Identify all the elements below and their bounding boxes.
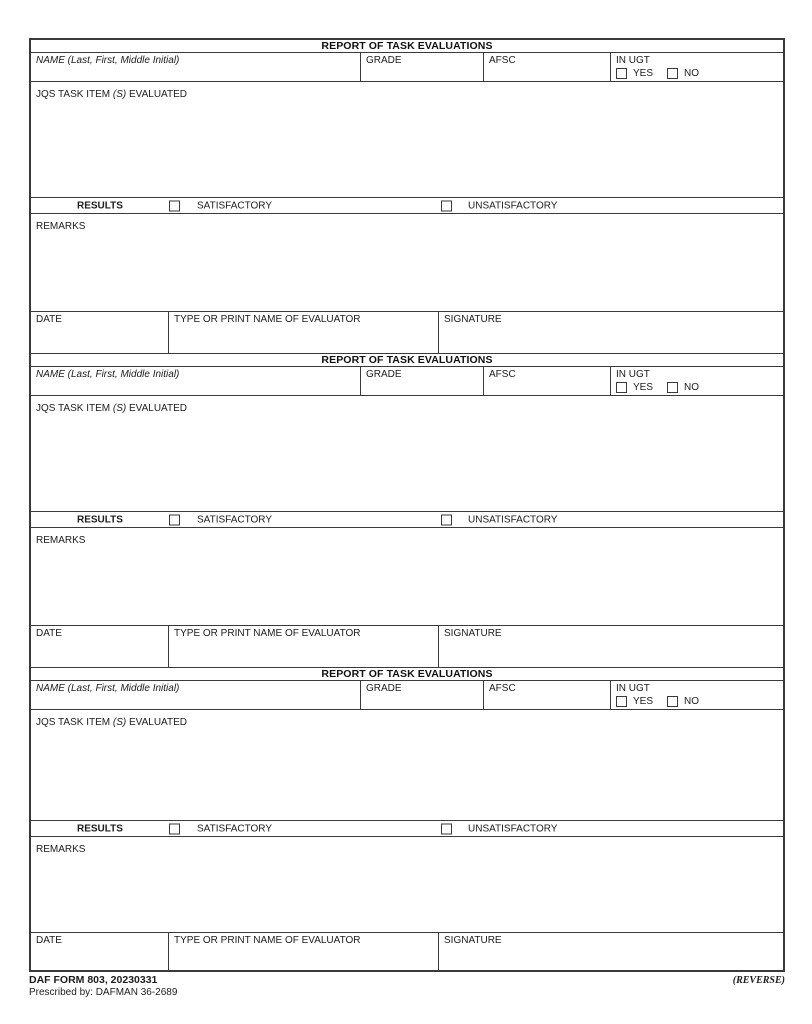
name-label: NAME (Last, First, Middle Initial) — [36, 369, 180, 380]
grade-field[interactable] — [361, 681, 484, 709]
date-label: DATE — [36, 314, 62, 325]
in-ugt-options — [616, 382, 778, 393]
name-field[interactable] — [31, 53, 361, 81]
in-ugt-no-checkbox[interactable] — [667, 696, 678, 707]
remarks-field[interactable] — [31, 528, 783, 626]
signature-field[interactable] — [439, 626, 783, 667]
name-field[interactable] — [31, 367, 361, 395]
signature-label: SIGNATURE — [444, 628, 502, 639]
afsc-label: AFSC — [489, 55, 516, 66]
section-title: REPORT OF TASK EVALUATIONS — [31, 668, 783, 681]
name-label: NAME (Last, First, Middle Initial) — [36, 55, 180, 66]
grade-label: GRADE — [366, 55, 402, 66]
in-ugt-yes-label: YES — [633, 696, 654, 707]
unsatisfactory-checkbox[interactable] — [441, 200, 452, 211]
in-ugt-no-label: NO — [684, 68, 700, 79]
signature-row — [31, 626, 783, 668]
remarks-field[interactable] — [31, 837, 783, 933]
jqs-task-items-label: JQS TASK ITEM (S) EVALUATED — [36, 717, 187, 728]
form-number: DAF FORM 803, 20230331 — [29, 974, 158, 986]
grade-field[interactable] — [361, 367, 484, 395]
evaluation-section — [31, 354, 783, 668]
date-label: DATE — [36, 628, 62, 639]
name-grade-row — [31, 681, 783, 710]
signature-row — [31, 933, 783, 970]
evaluator-name-field[interactable] — [169, 312, 439, 353]
in-ugt-field — [611, 53, 783, 81]
remarks-label: REMARKS — [36, 535, 86, 546]
date-label: DATE — [36, 935, 62, 946]
form-footer — [29, 974, 785, 999]
satisfactory-checkbox[interactable] — [169, 514, 180, 525]
jqs-task-items-field[interactable] — [31, 710, 783, 821]
afsc-field[interactable] — [484, 367, 611, 395]
unsatisfactory-label: UNSATISFACTORY — [468, 514, 558, 525]
satisfactory-label: SATISFACTORY — [197, 200, 273, 211]
name-label: NAME (Last, First, Middle Initial) — [36, 683, 180, 694]
evaluator-name-field[interactable] — [169, 933, 439, 970]
in-ugt-label: IN UGT — [616, 55, 650, 66]
in-ugt-yes-label: YES — [633, 68, 654, 79]
section-title: REPORT OF TASK EVALUATIONS — [31, 40, 783, 53]
evaluation-section — [31, 668, 783, 970]
in-ugt-options — [616, 696, 778, 707]
results-row — [31, 198, 783, 214]
in-ugt-field — [611, 367, 783, 395]
jqs-task-items-field[interactable] — [31, 396, 783, 512]
unsatisfactory-label: UNSATISFACTORY — [468, 200, 558, 211]
jqs-task-items-field[interactable] — [31, 82, 783, 198]
signature-field[interactable] — [439, 933, 783, 970]
date-field[interactable] — [31, 312, 169, 353]
afsc-label: AFSC — [489, 683, 516, 694]
signature-label: SIGNATURE — [444, 935, 502, 946]
name-field[interactable] — [31, 681, 361, 709]
signature-row — [31, 312, 783, 354]
signature-field[interactable] — [439, 312, 783, 353]
in-ugt-no-checkbox[interactable] — [667, 68, 678, 79]
afsc-field[interactable] — [484, 681, 611, 709]
jqs-task-items-label: JQS TASK ITEM (S) EVALUATED — [36, 89, 187, 100]
name-grade-row — [31, 53, 783, 82]
in-ugt-yes-checkbox[interactable] — [616, 696, 627, 707]
satisfactory-checkbox[interactable] — [169, 200, 180, 211]
date-field[interactable] — [31, 626, 169, 667]
evaluator-name-field[interactable] — [169, 626, 439, 667]
evaluator-name-label: TYPE OR PRINT NAME OF EVALUATOR — [174, 935, 361, 946]
in-ugt-options — [616, 68, 778, 79]
in-ugt-yes-label: YES — [633, 382, 654, 393]
footer-left — [29, 974, 177, 999]
evaluator-name-label: TYPE OR PRINT NAME OF EVALUATOR — [174, 314, 361, 325]
in-ugt-label: IN UGT — [616, 683, 650, 694]
jqs-task-items-label: JQS TASK ITEM (S) EVALUATED — [36, 403, 187, 414]
prescribed-by: Prescribed by: DAFMAN 36-2689 — [29, 987, 178, 998]
satisfactory-label: SATISFACTORY — [197, 823, 273, 834]
unsatisfactory-checkbox[interactable] — [441, 823, 452, 834]
afsc-field[interactable] — [484, 53, 611, 81]
remarks-label: REMARKS — [36, 844, 86, 855]
evaluator-name-label: TYPE OR PRINT NAME OF EVALUATOR — [174, 628, 361, 639]
results-label: RESULTS — [77, 823, 123, 834]
results-label: RESULTS — [77, 200, 123, 211]
task-evaluations-form — [29, 38, 785, 972]
unsatisfactory-checkbox[interactable] — [441, 514, 452, 525]
remarks-field[interactable] — [31, 214, 783, 312]
in-ugt-yes-checkbox[interactable] — [616, 382, 627, 393]
results-row — [31, 821, 783, 837]
reverse-note: (REVERSE) — [732, 975, 785, 986]
in-ugt-no-label: NO — [684, 382, 700, 393]
in-ugt-no-checkbox[interactable] — [667, 382, 678, 393]
date-field[interactable] — [31, 933, 169, 970]
afsc-label: AFSC — [489, 369, 516, 380]
satisfactory-checkbox[interactable] — [169, 823, 180, 834]
evaluation-section — [31, 40, 783, 354]
grade-field[interactable] — [361, 53, 484, 81]
results-label: RESULTS — [77, 514, 123, 525]
results-row — [31, 512, 783, 528]
in-ugt-label: IN UGT — [616, 369, 650, 380]
name-grade-row — [31, 367, 783, 396]
in-ugt-no-label: NO — [684, 696, 700, 707]
unsatisfactory-label: UNSATISFACTORY — [468, 823, 558, 834]
satisfactory-label: SATISFACTORY — [197, 514, 273, 525]
grade-label: GRADE — [366, 683, 402, 694]
signature-label: SIGNATURE — [444, 314, 502, 325]
remarks-label: REMARKS — [36, 221, 86, 232]
in-ugt-yes-checkbox[interactable] — [616, 68, 627, 79]
grade-label: GRADE — [366, 369, 402, 380]
in-ugt-field — [611, 681, 783, 709]
section-title: REPORT OF TASK EVALUATIONS — [31, 354, 783, 367]
